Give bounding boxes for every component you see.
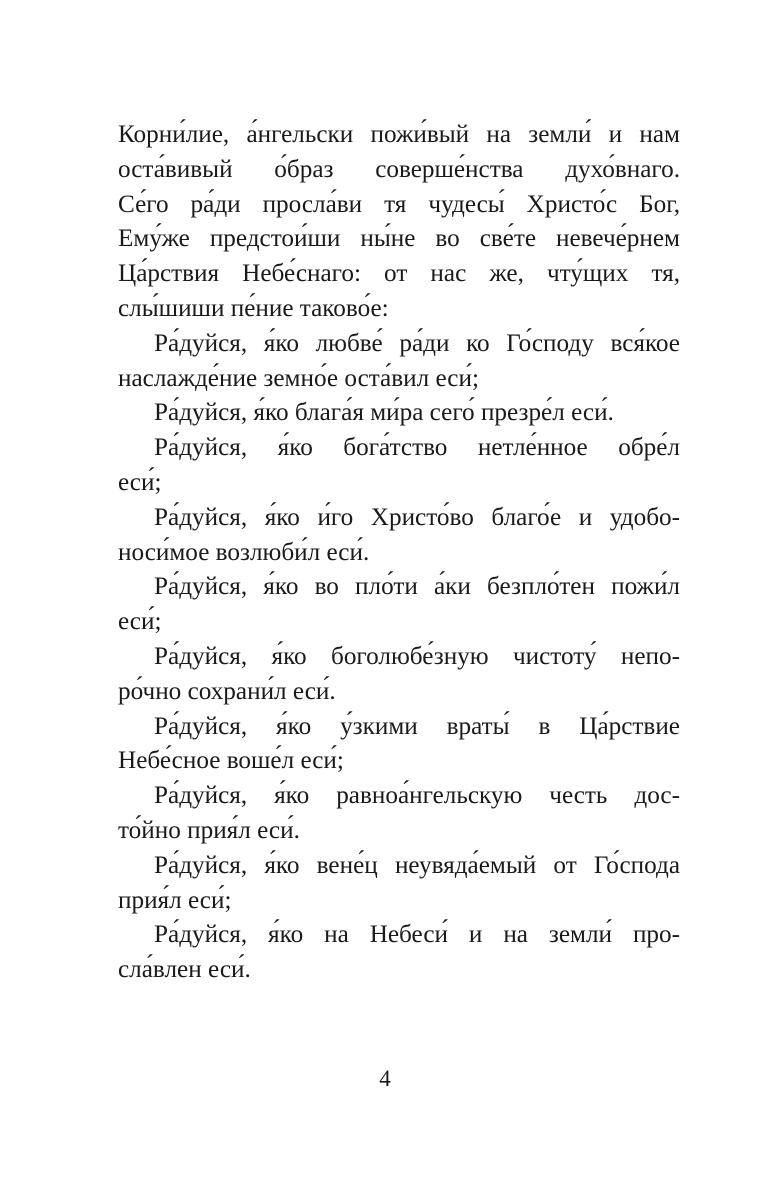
text-line: Ра́дуйся, я́ко равноа́нгельскую честь дос- — [154, 782, 680, 810]
text-line: наслажде́ние земно́е оста́вил еси́; — [118, 364, 479, 392]
text-line: Небе́сное воше́л еси́; — [118, 747, 344, 775]
text-line: носи́мое возлюби́л еси́. — [118, 538, 370, 566]
text-line: Корни́лие, а́нгельски пожи́вый на земли́ и нам — [118, 121, 680, 148]
text-line: Ра́дуйся, я́ко вене́ц неувяда́емый от Го́спода — [154, 851, 680, 879]
paragraph — [118, 118, 680, 327]
text-line: еси́; — [118, 468, 162, 496]
text-line: прия́л еси́; — [118, 886, 232, 914]
text-line: Ра́дуйся, я́ко у́зкими враты́ в Ца́рствие — [154, 712, 680, 740]
text-line: Ра́дуйся, я́ко бога́тство нетле́нное обре́л — [154, 434, 680, 462]
paragraph — [118, 849, 680, 919]
text-line: Ра́дуйся, я́ко и́го Христо́во благо́е и удобо- — [154, 503, 680, 531]
text-line: оста́вивый о́браз соверше́нства духо́внаго. — [118, 155, 680, 183]
page-number: 4 — [379, 1066, 391, 1091]
text-line: Ра́дуйся, я́ко на Небеси́ и на земли́ про- — [154, 921, 680, 949]
text-line: то́йно прия́л еси́. — [118, 816, 300, 844]
text-line: Ему́же предстои́ши ны́не во све́те невече́рнем — [118, 225, 680, 253]
text-line: ро́чно сохрани́л еси́. — [118, 677, 336, 705]
text-line: сла́влен еси́. — [118, 956, 251, 984]
paragraph — [118, 501, 680, 571]
paragraph — [118, 396, 680, 431]
paragraph — [118, 327, 680, 397]
paragraph — [118, 431, 680, 501]
text-line: Ца́рствия Небе́снаго: от нас же, чту́щих тя, — [118, 260, 680, 288]
paragraph — [118, 918, 680, 988]
paragraph — [118, 779, 680, 849]
page-text-body — [118, 118, 680, 988]
paragraph — [118, 710, 680, 780]
text-line: Ра́дуйся, я́ко любве́ ра́ди ко Го́споду вся́кое — [154, 329, 680, 357]
text-line: Се́го ра́ди просла́ви тя чудесы́ Христо́с Бог, — [118, 190, 680, 218]
paragraph — [118, 570, 680, 640]
text-line: Ра́дуйся, я́ко боголюбе́зную чистоту́ непо- — [154, 642, 680, 670]
paragraph — [118, 640, 680, 710]
text-line: слы́шиши пе́ние таково́е: — [118, 294, 389, 322]
text-line: Ра́дуйся, я́ко во пло́ти а́ки безпло́тен пожи́л — [154, 573, 680, 601]
text-line: Ра́дуйся, я́ко блага́я ми́ра сего́ презре́л еси́. — [154, 399, 614, 427]
text-line: еси́; — [118, 608, 162, 636]
